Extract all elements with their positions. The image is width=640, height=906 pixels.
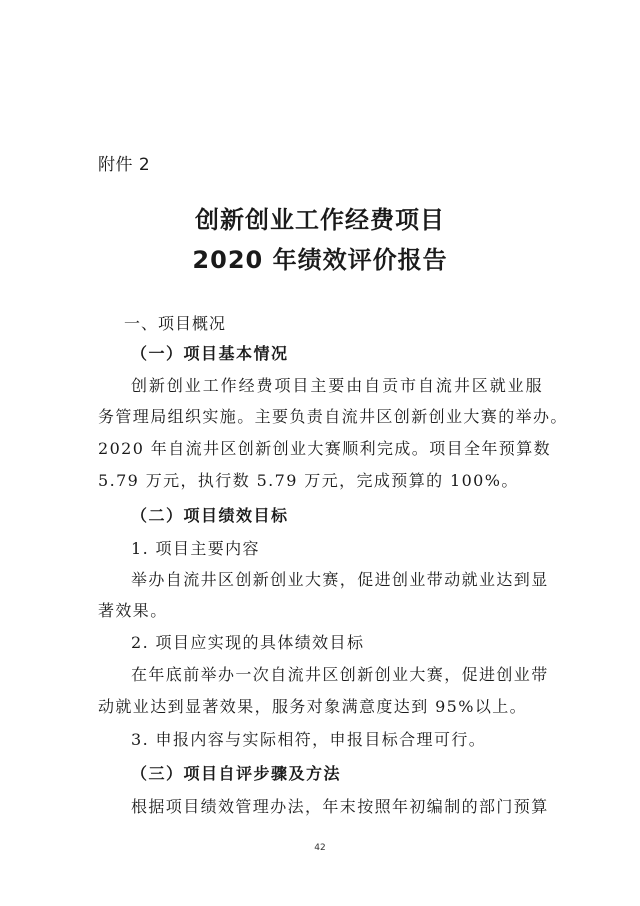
- report-title-line-1: 创新创业工作经费项目: [195, 206, 445, 234]
- list-item-title: 3. 申报内容与实际相符，申报目标合理可行。: [131, 730, 487, 749]
- paragraph-line: 著效果。: [98, 601, 168, 620]
- report-title-line-2: 2020 年绩效评价报告: [192, 246, 448, 274]
- subsection-heading-self-evaluation: （三）项目自评步骤及方法: [131, 764, 342, 783]
- paragraph-line: 根据项目绩效管理办法，年末按照年初编制的部门预算: [131, 797, 549, 816]
- paragraph-line: 5.79 万元，执行数 5.79 万元，完成预算的 100%。: [98, 471, 519, 490]
- list-item-title: 2. 项目应实现的具体绩效目标: [131, 633, 365, 652]
- paragraph-line: 举办自流井区创新创业大赛，促进创业带动就业达到显: [131, 570, 549, 589]
- paragraph-line: 2020 年自流井区创新创业大赛顺利完成。项目全年预算数: [98, 439, 552, 458]
- subsection-heading-basic-info: （一）项目基本情况: [131, 344, 289, 363]
- paragraph-line: 务管理局组织实施。主要负责自流井区创新创业大赛的举办。: [98, 407, 568, 426]
- paragraph-line: 在年底前举办一次自流井区创新创业大赛，促进创业带: [131, 665, 549, 684]
- section-heading-overview: 一、项目概况: [124, 314, 227, 333]
- attachment-label: 附件 2: [98, 155, 151, 175]
- paragraph-line: 创新创业工作经费项目主要由自贡市自流井区就业服: [131, 376, 543, 395]
- list-item-title: 1. 项目主要内容: [131, 539, 260, 558]
- paragraph-line: 动就业达到显著效果，服务对象满意度达到 95%以上。: [98, 697, 528, 716]
- subsection-heading-performance-goals: （二）项目绩效目标: [131, 506, 289, 525]
- page-number: 42: [314, 843, 326, 853]
